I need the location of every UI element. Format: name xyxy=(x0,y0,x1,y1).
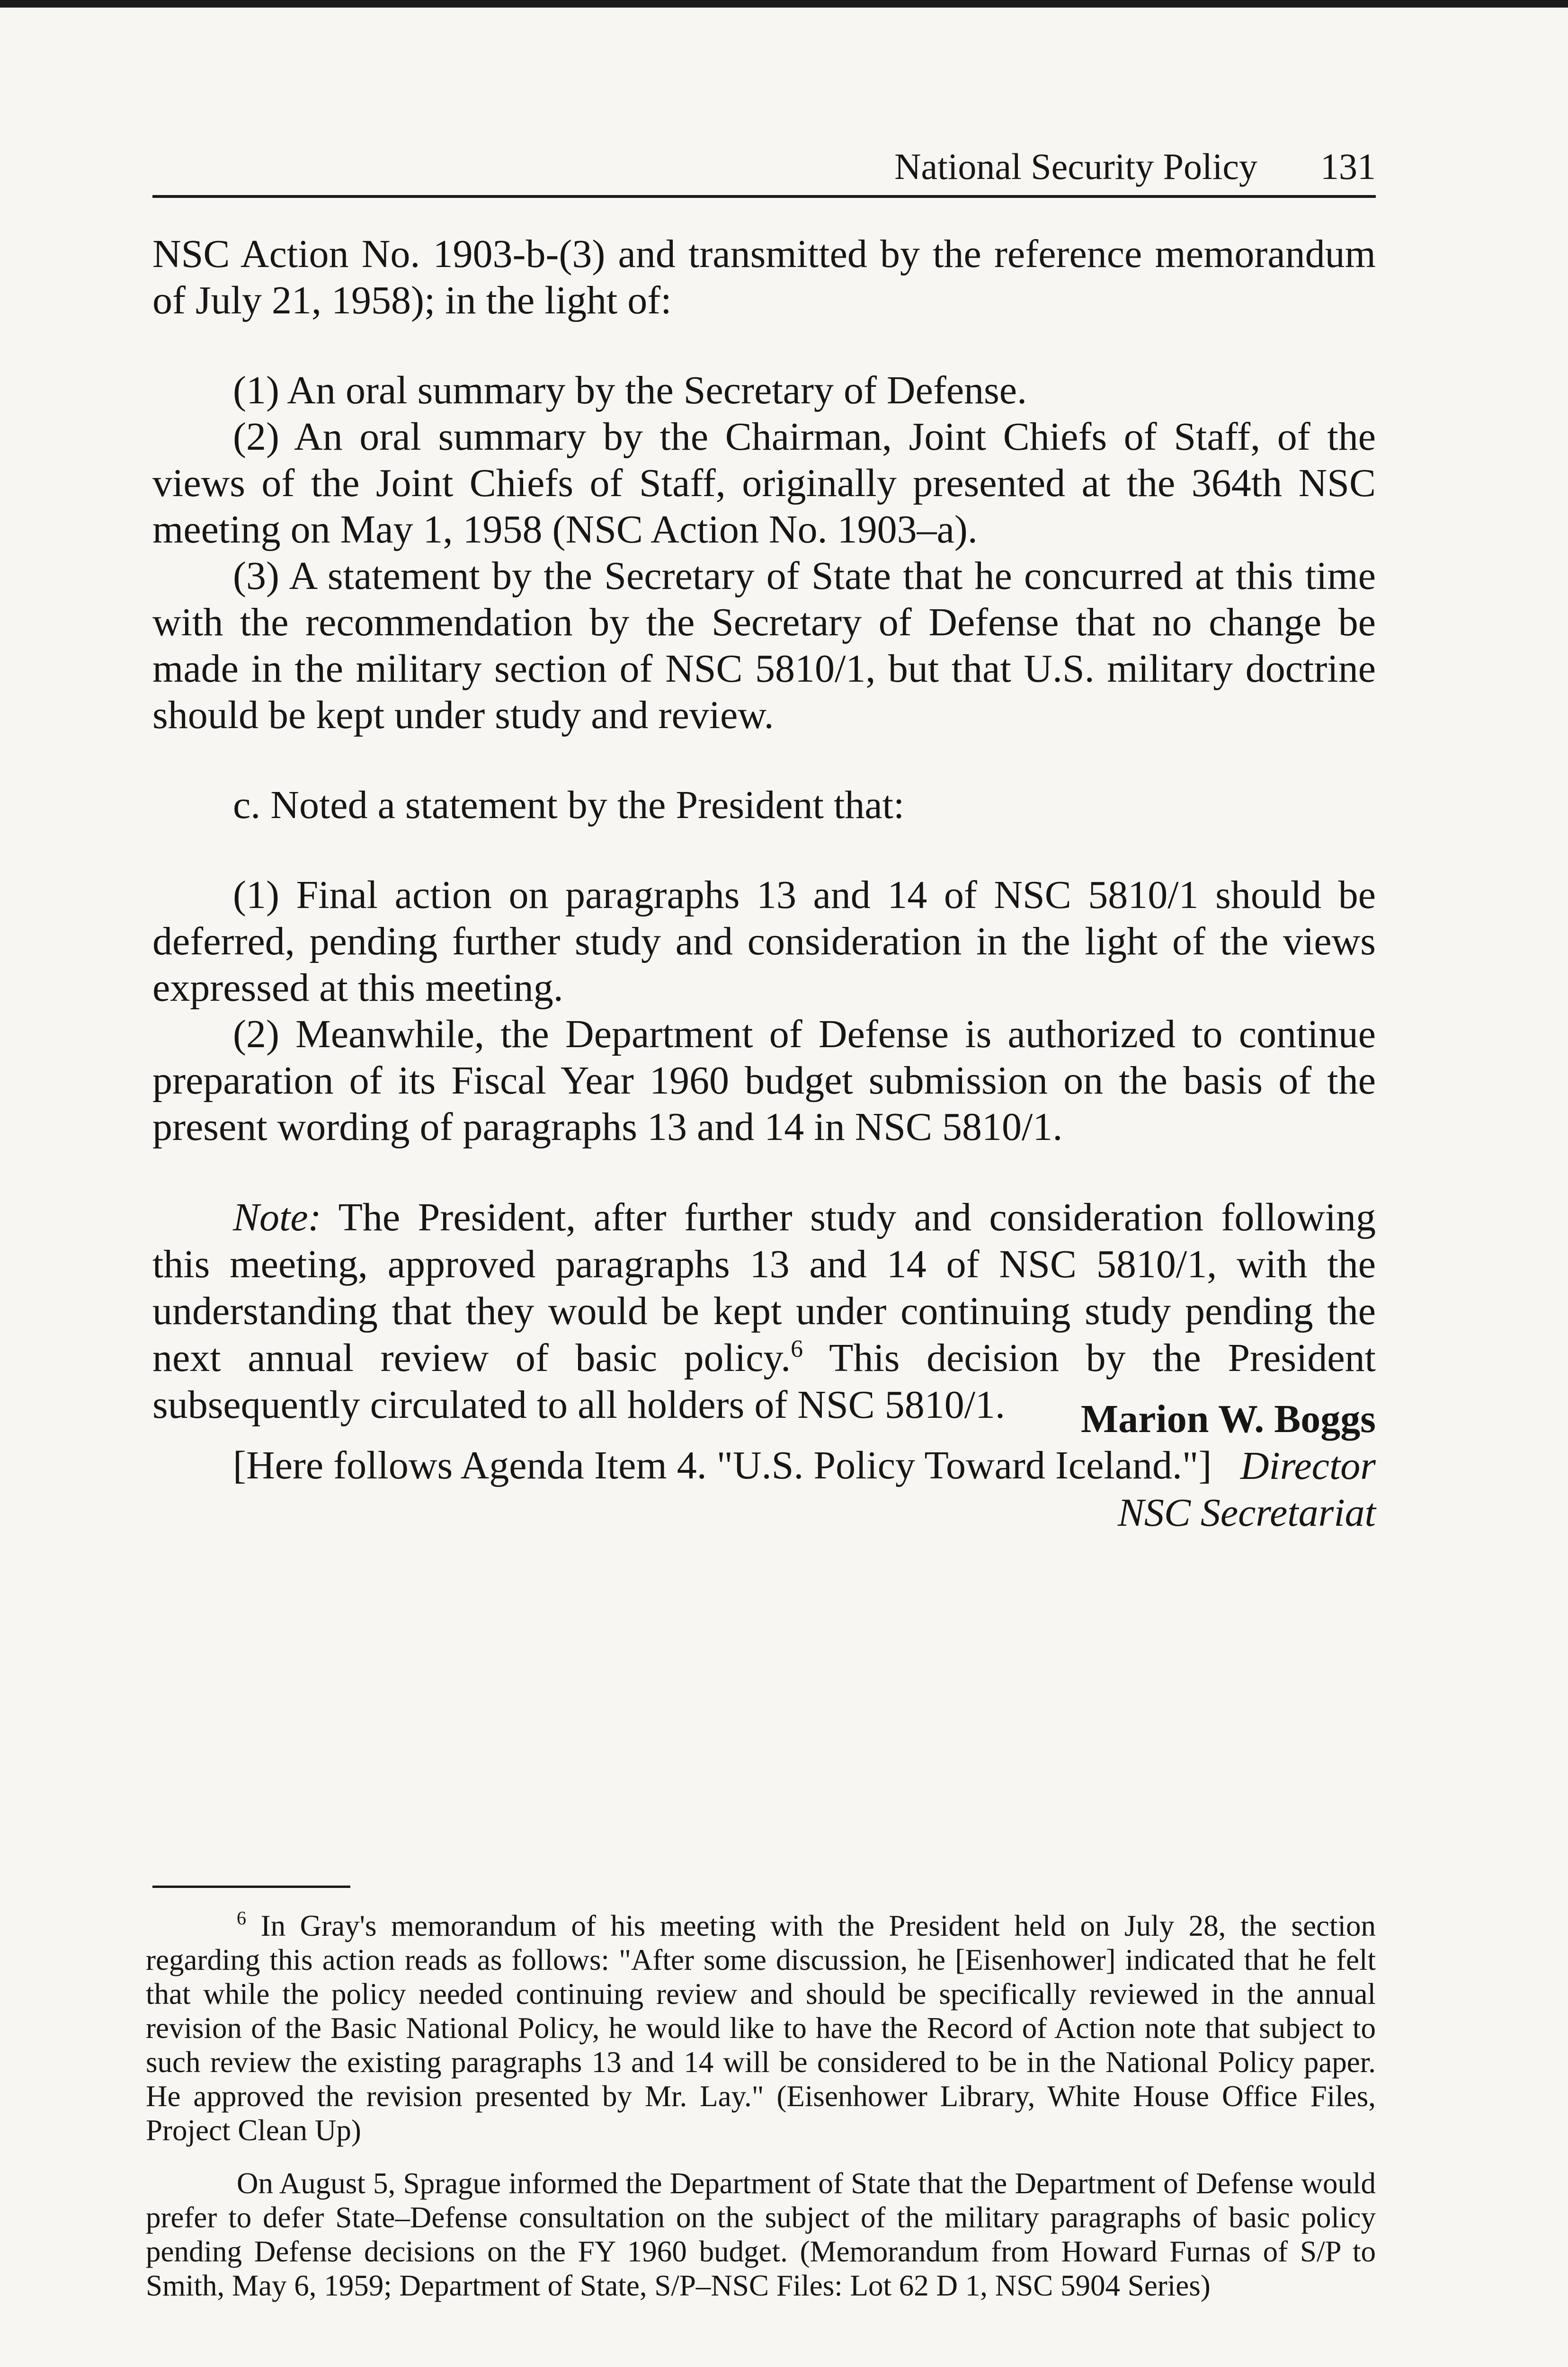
running-header-title: National Security Policy xyxy=(894,146,1257,187)
item-b-1: (1) An oral summary by the Secretary of Defense. xyxy=(233,368,1027,412)
signatory-office: NSC Secretariat xyxy=(1117,1491,1376,1535)
footnote-ref-6: 6 xyxy=(791,1335,803,1362)
signature-block xyxy=(1081,1396,1376,1536)
footnote-6 xyxy=(146,1909,1376,2147)
item-c-heading: c. Noted a statement by the President that: xyxy=(233,783,905,827)
note-paragraph xyxy=(152,1194,1376,1428)
signatory-title: Director xyxy=(1240,1444,1376,1488)
footnote-rule xyxy=(152,1886,350,1888)
footnote-6-continuation: On August 5, Sprague informed the Department of State that the Department of Defense would prefer to defer State–Defense consultation on the subject of the military paragraphs of basic policy pending Defense decisions on the FY 1960 budget. (Memorandum from Howard Furnas of S/P to Smith, May 6, 1959; Department of State, S/P–NSC Files: Lot 62 D 1, NSC 5904 Series) xyxy=(146,2167,1376,2302)
item-b-2: (2) An oral summary by the Chairman, Joint Chiefs of Staff, of the views of the Joint Chiefs of Staff, originally presented at the 364th NSC meeting on May 1, 1958 (NSC Action No. 1903–a). xyxy=(152,415,1376,552)
agenda-item: [Here follows Agenda Item 4. "U.S. Policy Toward Iceland."] xyxy=(233,1443,1212,1487)
footnote-6-marker: 6 xyxy=(237,1907,246,1929)
scan-top-border xyxy=(0,0,1568,8)
item-c-1: (1) Final action on paragraphs 13 and 14 of NSC 5810/1 should be deferred, pending further study and consideration in the light of the views expressed at this meeting. xyxy=(152,873,1376,1010)
main-text xyxy=(152,231,1376,1489)
signatory-name: Marion W. Boggs xyxy=(1080,1397,1376,1441)
footnote-6-text: In Gray's memorandum of his meeting with the President held on July 28, the section regarding this action reads as follows: "After some discussion, he [Eisenhower] indicated that he felt that while the policy needed continuing review and should be specifically reviewed in the annual revision of the Basic National Policy, he would like to have the Record of Action note that subject to such review the existing paragraphs 13 and 14 will be considered to be in the National Policy paper. He approved the revision presented by Mr. Lay." (Eisenhower Library, White House Office Files, Project Clean Up) xyxy=(146,1909,1376,2147)
item-b-3: (3) A statement by the Secretary of State that he concurred at this time with the recommendation by the Secretary of Defense that no change be made in the military section of NSC 5810/1, but that U.S. military doctrine should be kept under study and review. xyxy=(152,554,1376,737)
page-number: 131 xyxy=(1320,146,1376,187)
intro-paragraph: NSC Action No. 1903-b-(3) and transmitted by the reference memorandum of July 21, 1958); in the light of: xyxy=(152,232,1376,322)
header-rule xyxy=(152,195,1376,198)
note-text-continued: This decision by the President subsequently circulated to all holders of NSC 5810/1. xyxy=(152,1336,1376,1427)
note-text: The President, after further study and consideration following this meeting, approved paragraphs 13 and 14 of NSC 5810/1, with the understanding that they would be kept under continuing study pending the next annual review of basic policy. xyxy=(152,1195,1376,1380)
running-header xyxy=(152,138,1376,195)
item-c-2: (2) Meanwhile, the Department of Defense is authorized to continue preparation of its Fiscal Year 1960 budget submission on the basis of the present wording of paragraphs 13 and 14 in NSC 5810/1. xyxy=(152,1012,1376,1149)
note-label: Note: xyxy=(233,1195,321,1239)
footnotes xyxy=(146,1909,1376,2303)
